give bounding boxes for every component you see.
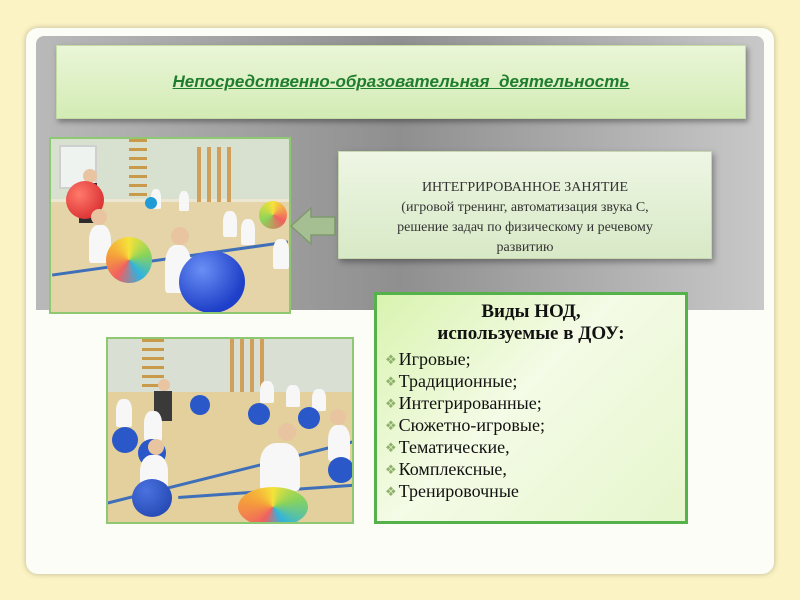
list-item-label: Комплексные,: [398, 459, 507, 479]
photo-children-with-balls: [49, 137, 291, 314]
list-item: [385, 349, 677, 371]
list-item: [385, 415, 677, 437]
list-item: [385, 393, 677, 415]
list-item-label: Традиционные;: [398, 371, 518, 391]
photo-children-sitting-on-balls: [106, 337, 354, 524]
info-line-4: развитию: [496, 240, 554, 255]
diamond-bullet-icon: ❖: [385, 352, 397, 367]
types-heading-line-2: используемые в ДОУ:: [437, 323, 625, 344]
info-line-1: ИНТЕГРИРОВАННОЕ ЗАНЯТИЕ: [421, 180, 629, 195]
title-box: [56, 45, 746, 119]
left-arrow-icon: [289, 205, 337, 247]
list-item-label: Интегрированные;: [398, 393, 542, 413]
diamond-bullet-icon: ❖: [385, 418, 397, 433]
list-item: [385, 437, 677, 459]
list-item-label: Тематические,: [398, 437, 510, 457]
diamond-bullet-icon: ❖: [385, 484, 397, 499]
list-item: [385, 481, 677, 503]
list-item: [385, 371, 677, 393]
diamond-bullet-icon: ❖: [385, 462, 397, 477]
list-item-label: Тренировочные: [398, 481, 519, 501]
list-item-label: Игровые;: [398, 349, 471, 369]
info-line-3: решение задач по физическому и речевому: [397, 220, 653, 235]
types-list: [385, 349, 677, 503]
integrated-lesson-box: [338, 151, 712, 259]
types-heading-line-1: Виды НОД,: [481, 301, 581, 322]
diamond-bullet-icon: ❖: [385, 440, 397, 455]
slide-title: Непосредственно-образовательная деятельность: [172, 72, 630, 91]
diamond-bullet-icon: ❖: [385, 374, 397, 389]
nod-types-box: [374, 292, 688, 524]
diamond-bullet-icon: ❖: [385, 396, 397, 411]
list-item: [385, 459, 677, 481]
list-item-label: Сюжетно-игровые;: [398, 415, 545, 435]
info-line-2: (игровой тренинг, автоматизация звука С,: [401, 200, 649, 215]
